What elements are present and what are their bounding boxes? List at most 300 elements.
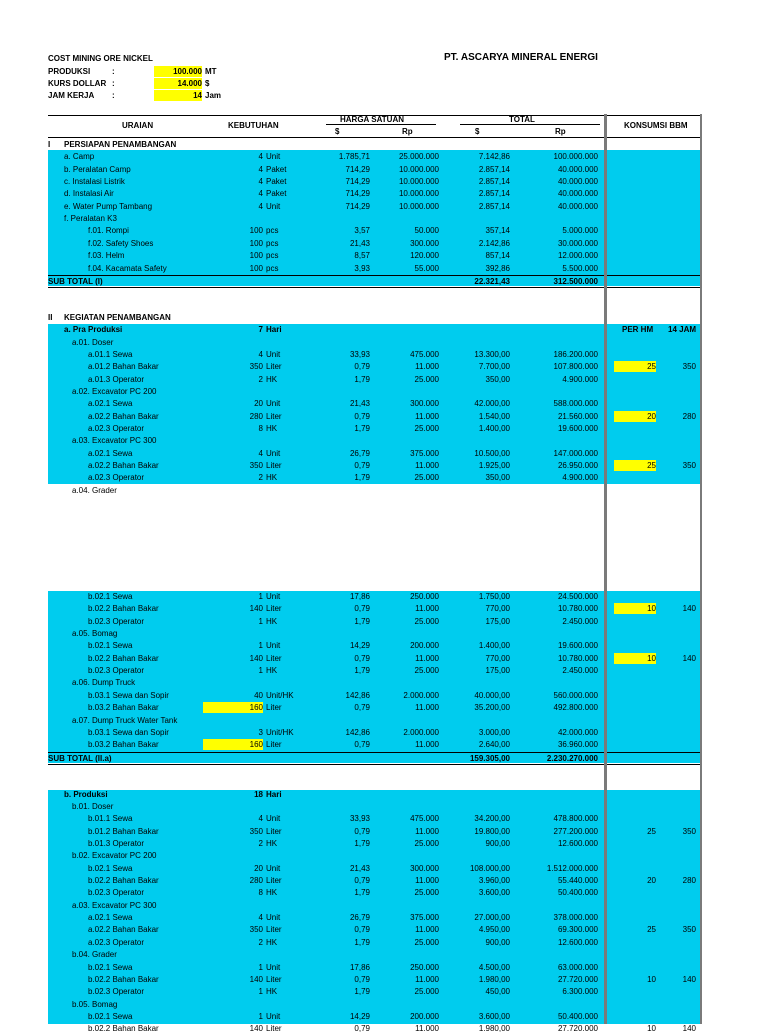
total-rp: 10.780.000 xyxy=(557,653,598,663)
unit-price-rp: 10.000.000 xyxy=(398,164,439,174)
unit-price-usd: 1,79 xyxy=(354,424,370,434)
param-label: PRODUKSI xyxy=(48,67,91,76)
total-rp: 6.300.000 xyxy=(562,987,598,997)
unit-price-usd: 1,79 xyxy=(354,937,370,947)
quantity: 1 xyxy=(258,1011,263,1021)
quantity: 280 xyxy=(249,876,263,886)
total-usd: 10.500,00 xyxy=(474,448,510,458)
unit: Unit/HK xyxy=(266,690,294,700)
fuel-per-hm: 10 xyxy=(647,1024,656,1034)
quantity: 4 xyxy=(258,448,263,458)
total-usd: 350,00 xyxy=(485,374,510,384)
total-rp: 12.600.000 xyxy=(557,937,598,947)
quantity: 2 xyxy=(258,937,263,947)
unit: Liter xyxy=(266,974,282,984)
quantity: 1 xyxy=(258,666,263,676)
col-total-rp: Rp xyxy=(555,127,566,136)
item-description: a.04. Grader xyxy=(72,485,117,495)
total-usd: 2.857,14 xyxy=(478,189,510,199)
unit-price-usd: 714,29 xyxy=(345,177,370,187)
total-rp: 40.000.000 xyxy=(557,201,598,211)
quantity: 140 xyxy=(249,604,263,614)
unit-price-rp: 475.000 xyxy=(410,814,439,824)
unit-price-usd: 0,79 xyxy=(354,876,370,886)
col-uraian: URAIAN xyxy=(122,121,154,130)
unit-price-rp: 11.000 xyxy=(415,740,439,750)
total-rp: 107.800.000 xyxy=(553,362,598,372)
item-description: b.02.3 Operator xyxy=(88,616,145,626)
item-description: b.02.3 Operator xyxy=(88,888,145,898)
item-description: b.02.1 Sewa xyxy=(88,641,133,651)
unit-price-rp: 25.000 xyxy=(414,424,439,434)
total-rule xyxy=(460,124,600,125)
item-description: a.01.1 Sewa xyxy=(88,349,133,359)
fuel-per-hm: PER HM xyxy=(622,325,654,335)
item-description: b.02.2 Bahan Bakar xyxy=(88,653,159,663)
right-border xyxy=(700,114,702,1024)
col-harga-satuan: HARGA SATUAN xyxy=(340,115,404,124)
total-rp: 27.720.000 xyxy=(557,974,598,984)
total-usd: 1.400,00 xyxy=(478,641,510,651)
total-usd: 108.000,00 xyxy=(469,863,510,873)
fuel-14-jam: 350 xyxy=(682,362,696,372)
unit-price-usd: 26,79 xyxy=(349,448,370,458)
total-rp: 5.000.000 xyxy=(562,226,598,236)
unit: Hari xyxy=(266,789,282,799)
quantity: 20 xyxy=(254,863,263,873)
total-usd: 2.142,86 xyxy=(478,238,510,248)
total-usd: 4.500,00 xyxy=(478,962,510,972)
unit-price-rp: 11.000 xyxy=(415,826,439,836)
item-description: a.02.3 Operator xyxy=(88,937,145,947)
quantity: 140 xyxy=(249,974,263,984)
unit-price-rp: 11.000 xyxy=(415,1024,439,1034)
unit-price-rp: 25.000 xyxy=(414,616,439,626)
unit-price-usd: 3,57 xyxy=(354,226,370,236)
total-usd: 7.142,86 xyxy=(478,152,510,162)
quantity: 4 xyxy=(258,152,263,162)
unit-price-usd: 714,29 xyxy=(345,164,370,174)
unit-price-usd: 0,79 xyxy=(354,1024,370,1034)
total-usd: 175,00 xyxy=(485,616,510,626)
quantity: 4 xyxy=(258,177,263,187)
item-description: a.07. Dump Truck Water Tank xyxy=(72,715,178,725)
total-rp: 4.900.000 xyxy=(562,473,598,483)
param-value[interactable]: 100.000 xyxy=(154,66,202,77)
unit-price-rp: 375.000 xyxy=(410,448,439,458)
unit-price-usd: 1,79 xyxy=(354,374,370,384)
quantity: 100 xyxy=(249,251,263,261)
unit: Liter xyxy=(266,703,282,713)
total-rp: 63.000.000 xyxy=(557,962,598,972)
unit-price-rp: 11.000 xyxy=(415,411,439,421)
unit: pcs xyxy=(266,251,279,261)
total-rp: 40.000.000 xyxy=(557,177,598,187)
quantity: 18 xyxy=(254,789,263,799)
unit: Unit xyxy=(266,152,281,162)
unit-price-rp: 10.000.000 xyxy=(398,201,439,211)
item-description: SUB TOTAL (I) xyxy=(48,276,103,286)
item-description: b.02.3 Operator xyxy=(88,666,145,676)
item-description: b.02. Excavator PC 200 xyxy=(72,851,157,861)
unit-price-rp: 25.000 xyxy=(414,666,439,676)
unit-price-rp: 11.000 xyxy=(415,604,439,614)
item-description: SUB TOTAL (II.a) xyxy=(48,753,112,763)
fuel-14-jam: 140 xyxy=(682,653,696,663)
total-rp: 2.450.000 xyxy=(562,666,598,676)
unit: Paket xyxy=(266,177,287,187)
item-description: f. Peralatan K3 xyxy=(64,214,117,224)
unit-price-rp: 25.000 xyxy=(414,473,439,483)
unit-price-usd: 714,29 xyxy=(345,201,370,211)
unit-price-usd: 8,57 xyxy=(354,251,370,261)
unit-price-rp: 11.000 xyxy=(415,925,439,935)
fuel-per-hm: 25 xyxy=(614,361,656,372)
quantity: 280 xyxy=(249,411,263,421)
quantity: 40 xyxy=(254,690,263,700)
item-description: b.03.2 Bahan Bakar xyxy=(88,740,159,750)
fuel-per-hm: 10 xyxy=(614,653,656,664)
unit: HK xyxy=(266,616,278,626)
cost-title: COST MINING ORE NICKEL xyxy=(48,54,153,63)
col-harga-rp: Rp xyxy=(402,127,413,136)
item-description: a.02.2 Bahan Bakar xyxy=(88,461,159,471)
unit-price-rp: 10.000.000 xyxy=(398,189,439,199)
unit: Liter xyxy=(266,604,282,614)
total-usd: 3.600,00 xyxy=(478,888,510,898)
unit-price-rp: 300.000 xyxy=(410,238,439,248)
quantity: 4 xyxy=(258,814,263,824)
item-description: a. Pra Produksi xyxy=(64,325,123,335)
quantity: 3 xyxy=(258,727,263,737)
total-rp: 277.200.000 xyxy=(553,826,598,836)
total-usd: 1.400,00 xyxy=(478,424,510,434)
total-usd: 35.200,00 xyxy=(474,703,510,713)
total-usd: 770,00 xyxy=(485,604,510,614)
unit: HK xyxy=(266,666,278,676)
total-rp: 30.000.000 xyxy=(557,238,598,248)
total-rp: 312.500.000 xyxy=(553,276,598,286)
unit-price-rp: 50.000 xyxy=(414,226,439,236)
item-description: f.04. Kacamata Safety xyxy=(88,263,167,273)
unit: Hari xyxy=(266,325,282,335)
total-rp: 10.780.000 xyxy=(557,604,598,614)
total-rp: 2.230.270.000 xyxy=(546,753,598,763)
unit-price-usd: 17,86 xyxy=(349,592,370,601)
section-number: I xyxy=(48,140,51,149)
unit: Liter xyxy=(266,740,282,750)
quantity: 350 xyxy=(249,461,263,471)
unit: Paket xyxy=(266,189,287,199)
col-kebutuhan: KEBUTUHAN xyxy=(228,121,279,130)
unit: Liter xyxy=(266,411,282,421)
total-rp: 12.000.000 xyxy=(557,251,598,261)
total-usd: 22.321,43 xyxy=(474,276,510,286)
unit-price-usd: 21,43 xyxy=(349,399,370,409)
quantity: 100 xyxy=(249,226,263,236)
total-usd: 857,14 xyxy=(485,251,510,261)
item-description: a.02.1 Sewa xyxy=(88,448,133,458)
unit: Unit xyxy=(266,592,281,601)
quantity: 8 xyxy=(258,888,263,898)
total-rp: 26.950.000 xyxy=(557,461,598,471)
total-rp: 2.450.000 xyxy=(562,616,598,626)
param-unit: $ xyxy=(205,79,210,88)
param-value[interactable]: 14.000 xyxy=(154,78,202,89)
unit-price-rp: 2.000.000 xyxy=(403,727,439,737)
total-usd: 3.600,00 xyxy=(478,1011,510,1021)
item-description: e. Water Pump Tambang xyxy=(64,201,153,211)
item-description: b.03.1 Sewa dan Sopir xyxy=(88,690,169,700)
quantity: 100 xyxy=(249,238,263,248)
unit-price-usd: 0,79 xyxy=(354,826,370,836)
item-description: b. Produksi xyxy=(64,789,108,799)
unit-price-rp: 300.000 xyxy=(410,399,439,409)
param-unit: MT xyxy=(205,67,217,76)
unit-price-rp: 11.000 xyxy=(415,876,439,886)
unit-price-rp: 11.000 xyxy=(415,974,439,984)
quantity: 4 xyxy=(258,201,263,211)
quantity: 2 xyxy=(258,473,263,483)
unit-price-usd: 0,79 xyxy=(354,604,370,614)
total-usd: 175,00 xyxy=(485,666,510,676)
total-usd: 27.000,00 xyxy=(474,913,510,923)
unit-price-usd: 714,29 xyxy=(345,189,370,199)
unit: pcs xyxy=(266,238,279,248)
quantity: 2 xyxy=(258,374,263,384)
item-description: a. Camp xyxy=(64,152,95,162)
fuel-14-jam: 350 xyxy=(682,925,696,935)
unit: Unit xyxy=(266,863,281,873)
fuel-14-jam: 140 xyxy=(682,1024,696,1034)
fuel-14-jam: 280 xyxy=(682,411,696,421)
param-label: KURS DOLLAR xyxy=(48,79,107,88)
unit: Unit xyxy=(266,399,281,409)
unit-price-usd: 33,93 xyxy=(349,814,370,824)
unit-price-usd: 1,79 xyxy=(354,987,370,997)
unit-price-usd: 21,43 xyxy=(349,238,370,248)
item-description: a.03. Excavator PC 300 xyxy=(72,900,157,910)
item-description: b.02.2 Bahan Bakar xyxy=(88,974,159,984)
total-usd: 2.857,14 xyxy=(478,201,510,211)
fuel-per-hm: 25 xyxy=(647,925,656,935)
unit: Unit xyxy=(266,448,281,458)
quantity: 140 xyxy=(249,653,263,663)
unit: Unit xyxy=(266,349,281,359)
total-usd: 1.980,00 xyxy=(478,974,510,984)
total-rp: 5.500.000 xyxy=(562,263,598,273)
unit: Liter xyxy=(266,362,282,372)
fuel-per-hm: 10 xyxy=(614,603,656,614)
unit-price-rp: 25.000 xyxy=(414,937,439,947)
item-description: b. Peralatan Camp xyxy=(64,164,131,174)
fuel-per-hm: 10 xyxy=(647,974,656,984)
total-rp: 24.500.000 xyxy=(557,592,598,601)
unit: HK xyxy=(266,424,278,434)
total-usd: 1.980,00 xyxy=(478,1024,510,1034)
total-usd: 2.857,14 xyxy=(478,164,510,174)
fuel-per-hm: 20 xyxy=(647,876,656,886)
col-total-usd: $ xyxy=(475,127,480,136)
unit-price-rp: 25.000 xyxy=(414,987,439,997)
item-description: f.02. Safety Shoes xyxy=(88,238,154,248)
total-rp: 492.800.000 xyxy=(553,703,598,713)
total-rp: 588.000.000 xyxy=(553,399,598,409)
item-description: a.01. Doser xyxy=(72,337,114,347)
fuel-per-hm: 25 xyxy=(647,826,656,836)
item-description: c. Instalasi Listrik xyxy=(64,177,125,187)
quantity: 160 xyxy=(203,702,263,713)
item-description: PERSIAPAN PENAMBANGAN xyxy=(64,140,177,149)
total-usd: 13.300,00 xyxy=(474,349,510,359)
item-description: a.02.1 Sewa xyxy=(88,913,133,923)
total-usd: 40.000,00 xyxy=(474,690,510,700)
col-harga-usd: $ xyxy=(335,127,340,136)
unit-price-rp: 250.000 xyxy=(410,592,439,601)
item-description: d. Instalasi Air xyxy=(64,189,114,199)
unit-price-rp: 475.000 xyxy=(410,349,439,359)
total-rp: 50.400.000 xyxy=(557,888,598,898)
table-row xyxy=(48,1023,702,1035)
total-rp: 100.000.000 xyxy=(553,152,598,162)
unit: HK xyxy=(266,839,278,848)
fuel-per-hm: 25 xyxy=(614,460,656,471)
total-usd: 900,00 xyxy=(485,839,510,848)
quantity: 100 xyxy=(249,263,263,273)
item-description: b.01.3 Operator xyxy=(88,839,145,848)
unit: Unit xyxy=(266,201,281,211)
item-description: b.03.1 Sewa dan Sopir xyxy=(88,727,169,737)
unit-price-usd: 3,93 xyxy=(354,263,370,273)
unit: Liter xyxy=(266,876,282,886)
fuel-14-jam: 280 xyxy=(682,876,696,886)
total-rp: 186.200.000 xyxy=(553,349,598,359)
quantity: 4 xyxy=(258,164,263,174)
param-value[interactable]: 14 xyxy=(154,90,202,101)
unit-price-usd: 21,43 xyxy=(349,863,370,873)
total-usd: 34.200,00 xyxy=(474,814,510,824)
item-description: b.05. Bomag xyxy=(72,999,118,1009)
item-description: a.02.3 Operator xyxy=(88,424,145,434)
item-description: b.02.1 Sewa xyxy=(88,863,133,873)
item-description: b.02.1 Sewa xyxy=(88,962,133,972)
unit-price-usd: 0,79 xyxy=(354,411,370,421)
unit: HK xyxy=(266,374,278,384)
unit-price-rp: 25.000 xyxy=(414,839,439,848)
item-description: f.01. Rompi xyxy=(88,226,129,236)
item-description: a.02.3 Operator xyxy=(88,473,145,483)
unit: Unit/HK xyxy=(266,727,294,737)
total-usd: 42.000,00 xyxy=(474,399,510,409)
unit: Unit xyxy=(266,1011,281,1021)
item-description: b.01. Doser xyxy=(72,801,114,811)
total-rp: 50.400.000 xyxy=(557,1011,598,1021)
fuel-per-hm: 20 xyxy=(614,411,656,422)
total-usd: 900,00 xyxy=(485,937,510,947)
total-rp: 1.512.000.000 xyxy=(546,863,598,873)
col-konsumsi-bbm: KONSUMSI BBM xyxy=(624,121,688,130)
unit-price-usd: 33,93 xyxy=(349,349,370,359)
item-description: b.02.3 Operator xyxy=(88,987,145,997)
total-usd: 392,86 xyxy=(485,263,510,273)
unit-price-usd: 1,79 xyxy=(354,839,370,848)
unit: Liter xyxy=(266,925,282,935)
unit: Liter xyxy=(266,653,282,663)
total-rp: 4.900.000 xyxy=(562,374,598,384)
company-name: PT. ASCARYA MINERAL ENERGI xyxy=(444,52,598,63)
item-description: b.03.2 Bahan Bakar xyxy=(88,703,159,713)
quantity: 1 xyxy=(258,987,263,997)
param-sep: : xyxy=(112,67,115,76)
unit-price-usd: 26,79 xyxy=(349,913,370,923)
unit-price-rp: 200.000 xyxy=(410,1011,439,1021)
unit: Unit xyxy=(266,962,281,972)
unit: Unit xyxy=(266,641,281,651)
total-usd: 7.700,00 xyxy=(478,362,510,372)
unit-price-usd: 14,29 xyxy=(349,641,370,651)
item-description: b.02.1 Sewa xyxy=(88,1011,133,1021)
item-description: b.02.1 Sewa xyxy=(88,592,133,601)
unit-price-rp: 11.000 xyxy=(415,461,439,471)
unit-price-usd: 1,79 xyxy=(354,666,370,676)
total-usd: 2.857,14 xyxy=(478,177,510,187)
quantity: 8 xyxy=(258,424,263,434)
item-description: b.02.2 Bahan Bakar xyxy=(88,604,159,614)
item-description: a.03. Excavator PC 300 xyxy=(72,436,157,446)
total-usd: 4.950,00 xyxy=(478,925,510,935)
quantity: 140 xyxy=(249,1024,263,1034)
unit-price-usd: 1,79 xyxy=(354,616,370,626)
total-rp: 478.800.000 xyxy=(553,814,598,824)
unit-price-usd: 142,86 xyxy=(345,727,370,737)
quantity: 350 xyxy=(249,826,263,836)
unit-price-usd: 0,79 xyxy=(354,653,370,663)
harga-rule xyxy=(326,124,436,125)
total-rp: 12.600.000 xyxy=(557,839,598,848)
total-usd: 159.305,00 xyxy=(469,753,510,763)
item-description: a.02.2 Bahan Bakar xyxy=(88,411,159,421)
param-unit: Jam xyxy=(205,91,222,100)
unit-price-usd: 0,79 xyxy=(354,925,370,935)
item-description: a.02.1 Sewa xyxy=(88,399,133,409)
quantity: 1 xyxy=(258,962,263,972)
quantity: 1 xyxy=(258,592,263,601)
unit-price-rp: 200.000 xyxy=(410,641,439,651)
column-divider xyxy=(604,114,607,1024)
total-rp: 19.600.000 xyxy=(557,641,598,651)
unit-price-rp: 2.000.000 xyxy=(403,690,439,700)
unit: Unit xyxy=(266,814,281,824)
unit-price-rp: 11.000 xyxy=(415,362,439,372)
quantity: 350 xyxy=(249,925,263,935)
total-usd: 1.540,00 xyxy=(478,411,510,421)
unit-price-rp: 25.000 xyxy=(414,888,439,898)
quantity: 4 xyxy=(258,189,263,199)
quantity: 160 xyxy=(203,739,263,750)
unit-price-usd: 14,29 xyxy=(349,1011,370,1021)
unit: HK xyxy=(266,473,278,483)
unit-price-usd: 1,79 xyxy=(354,473,370,483)
item-description: a.01.2 Bahan Bakar xyxy=(88,362,159,372)
unit: Liter xyxy=(266,461,282,471)
total-rp: 21.560.000 xyxy=(557,411,598,421)
total-rp: 40.000.000 xyxy=(557,189,598,199)
unit: Paket xyxy=(266,164,287,174)
unit: HK xyxy=(266,888,278,898)
quantity: 7 xyxy=(258,325,263,335)
item-description: b.01.2 Bahan Bakar xyxy=(88,826,159,836)
item-description: b.02.2 Bahan Bakar xyxy=(88,876,159,886)
